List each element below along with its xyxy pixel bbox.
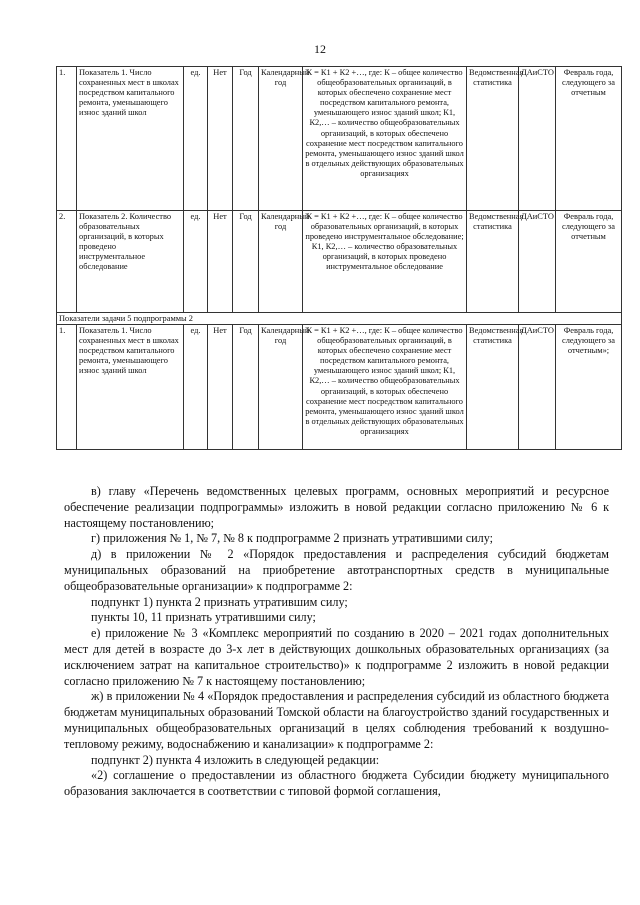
flag-cell: Нет bbox=[208, 211, 233, 313]
deadline-cell: Февраль года, следующего за отчетным»; bbox=[556, 325, 622, 450]
table-row bbox=[57, 67, 622, 211]
period-cell: Год bbox=[233, 325, 259, 450]
source-cell: Ведомственная статистика bbox=[467, 325, 519, 450]
table-row bbox=[57, 325, 622, 450]
section-header: Показатели задачи 5 подпрограммы 2 bbox=[57, 313, 622, 325]
timing-cell: Календарный год bbox=[259, 211, 303, 313]
paragraph-zh: ж) в приложении № 4 «Порядок предоставления и распределения субсидий из областного бюджета бюджетам муниципальных образований Томской области на благоустройство зданий государственных и муниципальных общеобразовательных организаций в целях соблюдения требований к воздушно-тепловому режиму, водоснабжению и канализации» к подпрограмме 2: bbox=[64, 689, 609, 751]
paragraph-subclause-1: подпункт 1) пункта 2 признать утратившим силу; bbox=[91, 594, 348, 609]
row-number: 1. bbox=[57, 67, 77, 211]
flag-cell: Нет bbox=[208, 67, 233, 211]
row-number: 1. bbox=[57, 325, 77, 450]
unit-cell: ед. bbox=[184, 211, 208, 313]
timing-cell: Календарный год bbox=[259, 325, 303, 450]
indicators-table bbox=[56, 66, 622, 450]
paragraph-clauses-10-11: пункты 10, 11 признать утратившими силу; bbox=[91, 610, 316, 625]
deadline-cell: Февраль года, следующего за отчетным bbox=[556, 67, 622, 211]
responsible-cell: ДАиСТО bbox=[519, 67, 556, 211]
period-cell: Год bbox=[233, 211, 259, 313]
deadline-cell: Февраль года, следующего за отчетным bbox=[556, 211, 622, 313]
source-cell: Ведомственная статистика bbox=[467, 211, 519, 313]
source-cell: Ведомственная статистика bbox=[467, 67, 519, 211]
responsible-cell: ДАиСТО bbox=[519, 211, 556, 313]
paragraph-subclause-2: подпункт 2) пункта 4 изложить в следующей редакции: bbox=[91, 752, 380, 767]
flag-cell: Нет bbox=[208, 325, 233, 450]
paragraph-g: г) приложения № 1, № 7, № 8 к подпрограмме 2 признать утратившими силу; bbox=[91, 531, 494, 546]
paragraph-d: д) в приложении № 2 «Порядок предоставления и распределения субсидий бюджетам муниципальных образований на приобретение автотранспортных средств в муниципальные общеобразовательные организации» к подпрограмме 2: bbox=[64, 547, 609, 593]
period-cell: Год bbox=[233, 67, 259, 211]
formula-cell: К = К1 + К2 +…, где: К – общее количество общеобразовательных организаций, в которых обеспечено сохранение мест посредством капитального ремонта, уменьшающего износ зданий школ; К1, К2,… – количество общеобразовательных организаций, в которых обеспечено сохранение мест посредством капитального ремонта, уменьшающего износ зданий школ в отдельных действующих образовательных организациях bbox=[303, 325, 467, 450]
row-number: 2. bbox=[57, 211, 77, 313]
table-row bbox=[57, 211, 622, 313]
indicator-name: Показатель 2. Количество образовательных организаций, в которых проведено инструментальное обследование bbox=[77, 211, 184, 313]
indicator-name: Показатель 1. Число сохраненных мест в школах посредством капитального ремонта, уменьшающего износ зданий школ bbox=[77, 325, 184, 450]
unit-cell: ед. bbox=[184, 325, 208, 450]
section-header-row bbox=[57, 313, 622, 325]
paragraph-e: е) приложение № 3 «Комплекс мероприятий по созданию в 2020 – 2021 годах дополнительных мест для детей в возрасте до 3-х лет в действующих дошкольных образовательных организациях (за исключением затрат на капитальное строительство)» к подпрограмме 2 изложить в новой редакции согласно приложению № 7 к настоящему постановлению; bbox=[64, 626, 609, 688]
unit-cell: ед. bbox=[184, 67, 208, 211]
timing-cell: Календарный год bbox=[259, 67, 303, 211]
paragraph-v: в) главу «Перечень ведомственных целевых программ, основных мероприятий и ресурсное обеспечение реализации подпрограммы» изложить в новой редакции согласно приложению № 6 к настоящему постановлению; bbox=[64, 484, 609, 530]
document-body bbox=[64, 484, 609, 800]
indicator-name: Показатель 1. Число сохраненных мест в школах посредством капитального ремонта, уменьшающего износ зданий школ bbox=[77, 67, 184, 211]
paragraph-quote: «2) соглашение о предоставлении из областного бюджета Субсидии бюджету муниципального образования заключается в соответствии с типовой формой соглашения, bbox=[64, 768, 609, 799]
formula-cell: К = К1 + К2 +…, где: К – общее количество общеобразовательных организаций, в которых обеспечено сохранение мест посредством капитального ремонта, уменьшающего износ зданий школ; К1, К2,… – количество общеобразовательных организаций, в которых обеспечено сохранение мест посредством капитального ремонта, уменьшающего износ зданий школ в отдельных действующих образовательных организациях bbox=[303, 67, 467, 211]
page-number: 12 bbox=[314, 42, 326, 56]
formula-cell: К = К1 + К2 +…, где: К – общее количество образовательных организаций, в которых проведено инструментальное обследование; К1, К2,… – количество образовательных организаций, в которых проведено инструментальное обследование bbox=[303, 211, 467, 313]
responsible-cell: ДАиСТО bbox=[519, 325, 556, 450]
